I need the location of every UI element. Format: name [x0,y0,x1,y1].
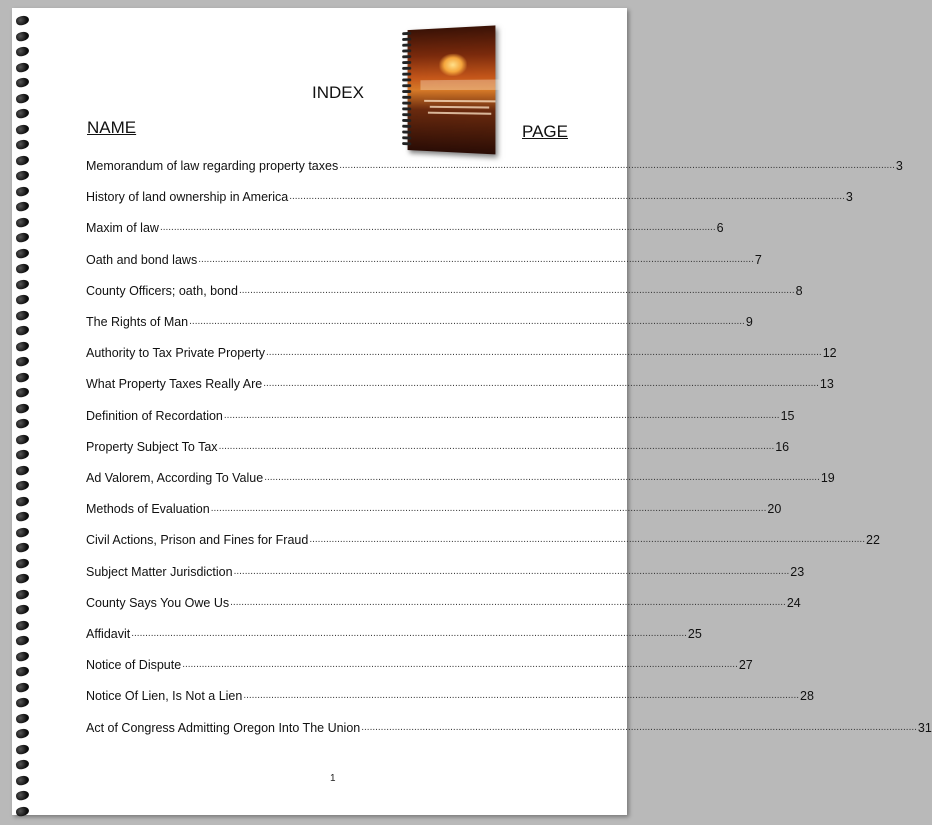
spiral-ring [15,759,30,771]
page-title: INDEX [312,83,364,102]
spiral-ring [15,650,30,662]
entry-label: Affidavit [86,627,131,641]
entry-label: Act of Congress Admitting Oregon Into The Union [86,720,361,735]
index-entry [86,436,790,454]
index-entry [86,654,753,673]
spiral-ring [15,294,30,306]
entry-label: County Officers; oath, bond [86,283,238,298]
index-entry [86,373,834,392]
spiral-ring [15,340,30,352]
spiral-ring [15,464,30,476]
name-column-header: NAME [87,118,137,137]
entry-label: The Rights of Man [86,315,189,329]
spiral-ring [15,201,30,213]
entry-label: Definition of Recordation [86,408,223,423]
entry-label: Methods of Evaluation [86,502,210,517]
dot-leader: ........................................................................................................................................................................................................ [289,191,845,203]
spiral-ring [15,681,30,693]
spiral-ring [15,139,30,151]
index-entry [86,467,835,485]
spiral-ring [15,46,30,58]
entry-page-number: 28 [800,689,814,704]
spiral-ring [15,418,30,430]
entry-label: Maxim of law [86,221,159,236]
dot-leader: ........................................................................................................................................................................................................ [266,347,822,359]
page-column-header: PAGE [522,122,568,141]
spiral-ring [15,635,30,647]
index-entry [86,217,724,236]
dot-leader: ........................................................................................................................................................................................................ [243,690,800,702]
spiral-ring [15,247,30,259]
dot-leader: ........................................................................................................................................................................................................ [198,253,754,265]
index-entry [86,498,782,517]
dot-leader: ........................................................................................................................................................................................................ [339,160,895,171]
entry-page-number: 9 [745,315,753,329]
entry-page-number: 20 [767,502,782,517]
spiral-ring [15,743,30,755]
spiral-ring [15,387,30,399]
dot-leader: ........................................................................................................................................................................................................ [233,565,790,577]
spiral-binding [16,16,34,821]
index-entry [86,249,762,267]
index-entry [86,623,702,641]
spiral-ring [15,123,30,135]
index-entry [86,405,795,423]
spiral-ring [15,402,30,414]
spiral-ring [15,573,30,585]
spiral-ring [15,309,30,321]
entry-page-number: 8 [795,283,803,298]
spiral-ring [15,495,30,507]
entry-page-number: 22 [866,533,880,548]
spiral-ring [15,216,30,228]
spiral-ring [15,30,30,42]
entry-page-number: 31 [917,720,932,735]
entry-label: County Says You Owe Us [86,595,230,610]
document-page [12,8,932,815]
spiral-ring [15,511,30,523]
spiral-ring [15,697,30,709]
entry-label: Subject Matter Jurisdiction [86,564,233,579]
spiral-ring [15,154,30,166]
index-entry [86,186,853,205]
book-spiral-icon [400,32,411,148]
entry-page-number: 13 [819,377,834,392]
spiral-ring [15,108,30,120]
spiral-ring [15,604,30,616]
index-entry [86,155,903,173]
entry-label: Memorandum of law regarding property taxes [86,159,339,173]
entry-label: Notice of Dispute [86,658,182,673]
index-entry [86,685,814,704]
footer-page-number: 1 [330,773,336,784]
spiral-ring [15,77,30,89]
dot-leader: ........................................................................................................................................................................................................ [263,378,819,390]
entry-page-number: 23 [790,564,805,579]
entry-page-number: 6 [716,221,724,236]
spiral-ring [15,170,30,182]
spiral-ring [15,526,30,538]
dot-leader: ........................................................................................................................................................................................................ [264,472,820,483]
spiral-ring [15,263,30,275]
book-cover [408,25,496,154]
entry-page-number: 19 [820,471,835,485]
entry-label: Authority to Tax Private Property [86,346,266,361]
index-entry [86,529,880,548]
index-entry [86,280,803,298]
entry-page-number: 15 [780,408,795,423]
spiral-ring [15,774,30,786]
entry-label: Civil Actions, Prison and Fines for Fraud [86,533,309,548]
spiral-ring [15,433,30,445]
spiral-ring [15,588,30,600]
spiral-ring [15,790,30,802]
entry-label: Notice Of Lien, Is Not a Lien [86,689,243,704]
entry-label: History of land ownership in America [86,190,289,205]
dot-leader: ........................................................................................................................................................................................................ [218,440,775,452]
spiral-ring [15,61,30,73]
entry-label: Property Subject To Tax [86,439,218,454]
spiral-ring [15,278,30,290]
entry-page-number: 7 [754,252,762,267]
dot-leader: ........................................................................................................................................................................................................ [361,721,917,733]
entry-page-number: 25 [687,627,702,641]
index-entry [86,592,801,610]
spiral-ring [15,356,30,368]
spiral-ring [15,557,30,569]
entry-label: Ad Valorem, According To Value [86,471,264,485]
spiral-ring [15,805,30,817]
spiral-ring [15,371,30,383]
dot-leader: ........................................................................................................................................................................................................ [230,596,786,608]
entry-page-number: 27 [738,658,753,673]
spiral-ring [15,480,30,492]
entry-page-number: 16 [775,439,790,454]
spiral-ring [15,449,30,461]
index-entry [86,311,753,329]
dot-leader: ........................................................................................................................................................................................................ [309,534,865,546]
dot-leader: ........................................................................................................................................................................................................ [238,284,795,296]
index-entry [86,342,837,361]
spiral-ring [15,232,30,244]
spiral-ring [15,712,30,724]
spiral-ring [15,15,30,27]
spiral-ring [15,542,30,554]
spiral-ring [15,666,30,678]
entry-page-number: 3 [895,159,903,173]
index-entry [86,561,805,579]
entry-page-number: 24 [786,595,801,610]
spiral-ring [15,728,30,740]
spiral-ring [15,619,30,631]
entry-label: Oath and bond laws [86,252,198,267]
spiral-ring [15,185,30,197]
entry-page-number: 12 [822,346,837,361]
index-entry [86,717,932,735]
dot-leader: ........................................................................................................................................................................................................ [182,659,738,671]
dot-leader: ........................................................................................................................................................................................................ [189,316,745,327]
book-cover-image [400,25,497,158]
entry-page-number: 3 [845,190,853,205]
dot-leader: ........................................................................................................................................................................................................ [223,409,780,421]
dot-leader: ........................................................................................................................................................................................................ [131,628,687,639]
dot-leader: ........................................................................................................................................................................................................ [159,222,716,234]
spiral-ring [15,325,30,337]
dot-leader: ........................................................................................................................................................................................................ [210,503,767,515]
spiral-ring [15,92,30,104]
entry-label: What Property Taxes Really Are [86,377,263,392]
